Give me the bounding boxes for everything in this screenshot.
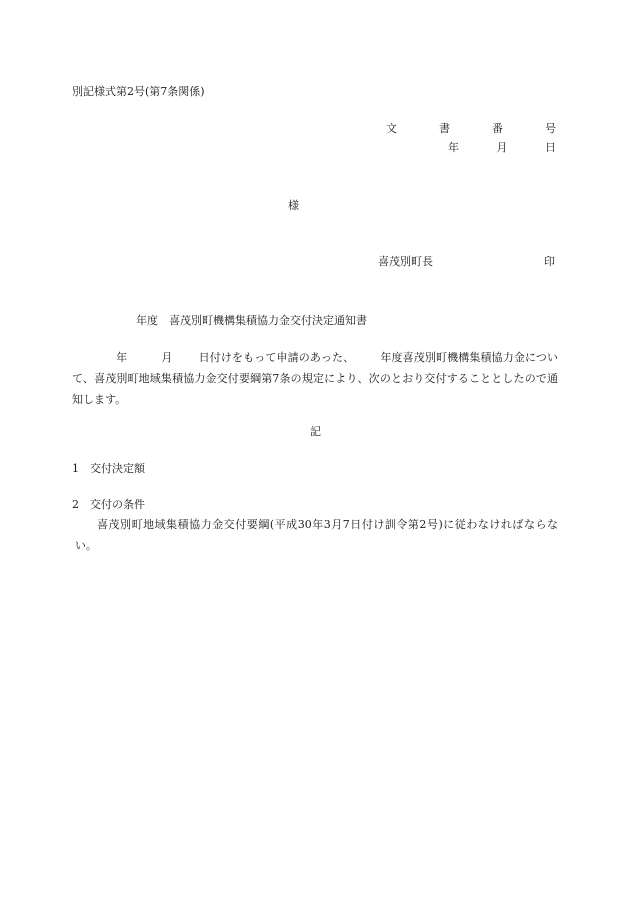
doc-number-char-1: 文 bbox=[386, 122, 397, 135]
addressee-suffix: 様 bbox=[288, 199, 299, 212]
body-year: 年 bbox=[116, 351, 128, 364]
notice-title bbox=[136, 314, 367, 328]
date-year: 年 bbox=[448, 141, 459, 154]
document-number-row bbox=[386, 122, 556, 136]
item-2-heading: 2 交付の条件 bbox=[72, 498, 145, 511]
body-part2: 年度喜茂別町機構集積協力金について、喜茂別町地域集積協力金交付要綱第7条の規定により、次のとおり交付することとしたので通知します。 bbox=[72, 351, 559, 406]
item-2-detail: 喜茂別町地域集積協力金交付要綱(平成30年3月7日付け訓令第2号)に従わなければならない。 bbox=[75, 518, 558, 552]
body-month: 月 bbox=[161, 351, 173, 364]
ki-mark: 記 bbox=[310, 425, 321, 438]
doc-number-char-2: 書 bbox=[439, 122, 450, 135]
date-line bbox=[448, 141, 556, 155]
body-part1: 日付けをもって申請のあった、 bbox=[198, 351, 355, 364]
title-text: 喜茂別町機構集積協力金交付決定通知書 bbox=[169, 314, 367, 327]
notice-body bbox=[72, 347, 558, 410]
form-label: 別記様式第2号(第7条関係) bbox=[72, 85, 205, 98]
date-day: 日 bbox=[545, 141, 556, 154]
date-month: 月 bbox=[496, 141, 508, 154]
doc-number-char-4: 号 bbox=[545, 122, 556, 135]
item-1-heading: 1 交付決定額 bbox=[72, 462, 145, 475]
title-year-word: 年度 bbox=[136, 314, 158, 327]
sender-name: 喜茂別町長 bbox=[378, 255, 433, 268]
doc-number-char-3: 番 bbox=[492, 122, 503, 135]
seal-mark: 印 bbox=[544, 255, 555, 268]
